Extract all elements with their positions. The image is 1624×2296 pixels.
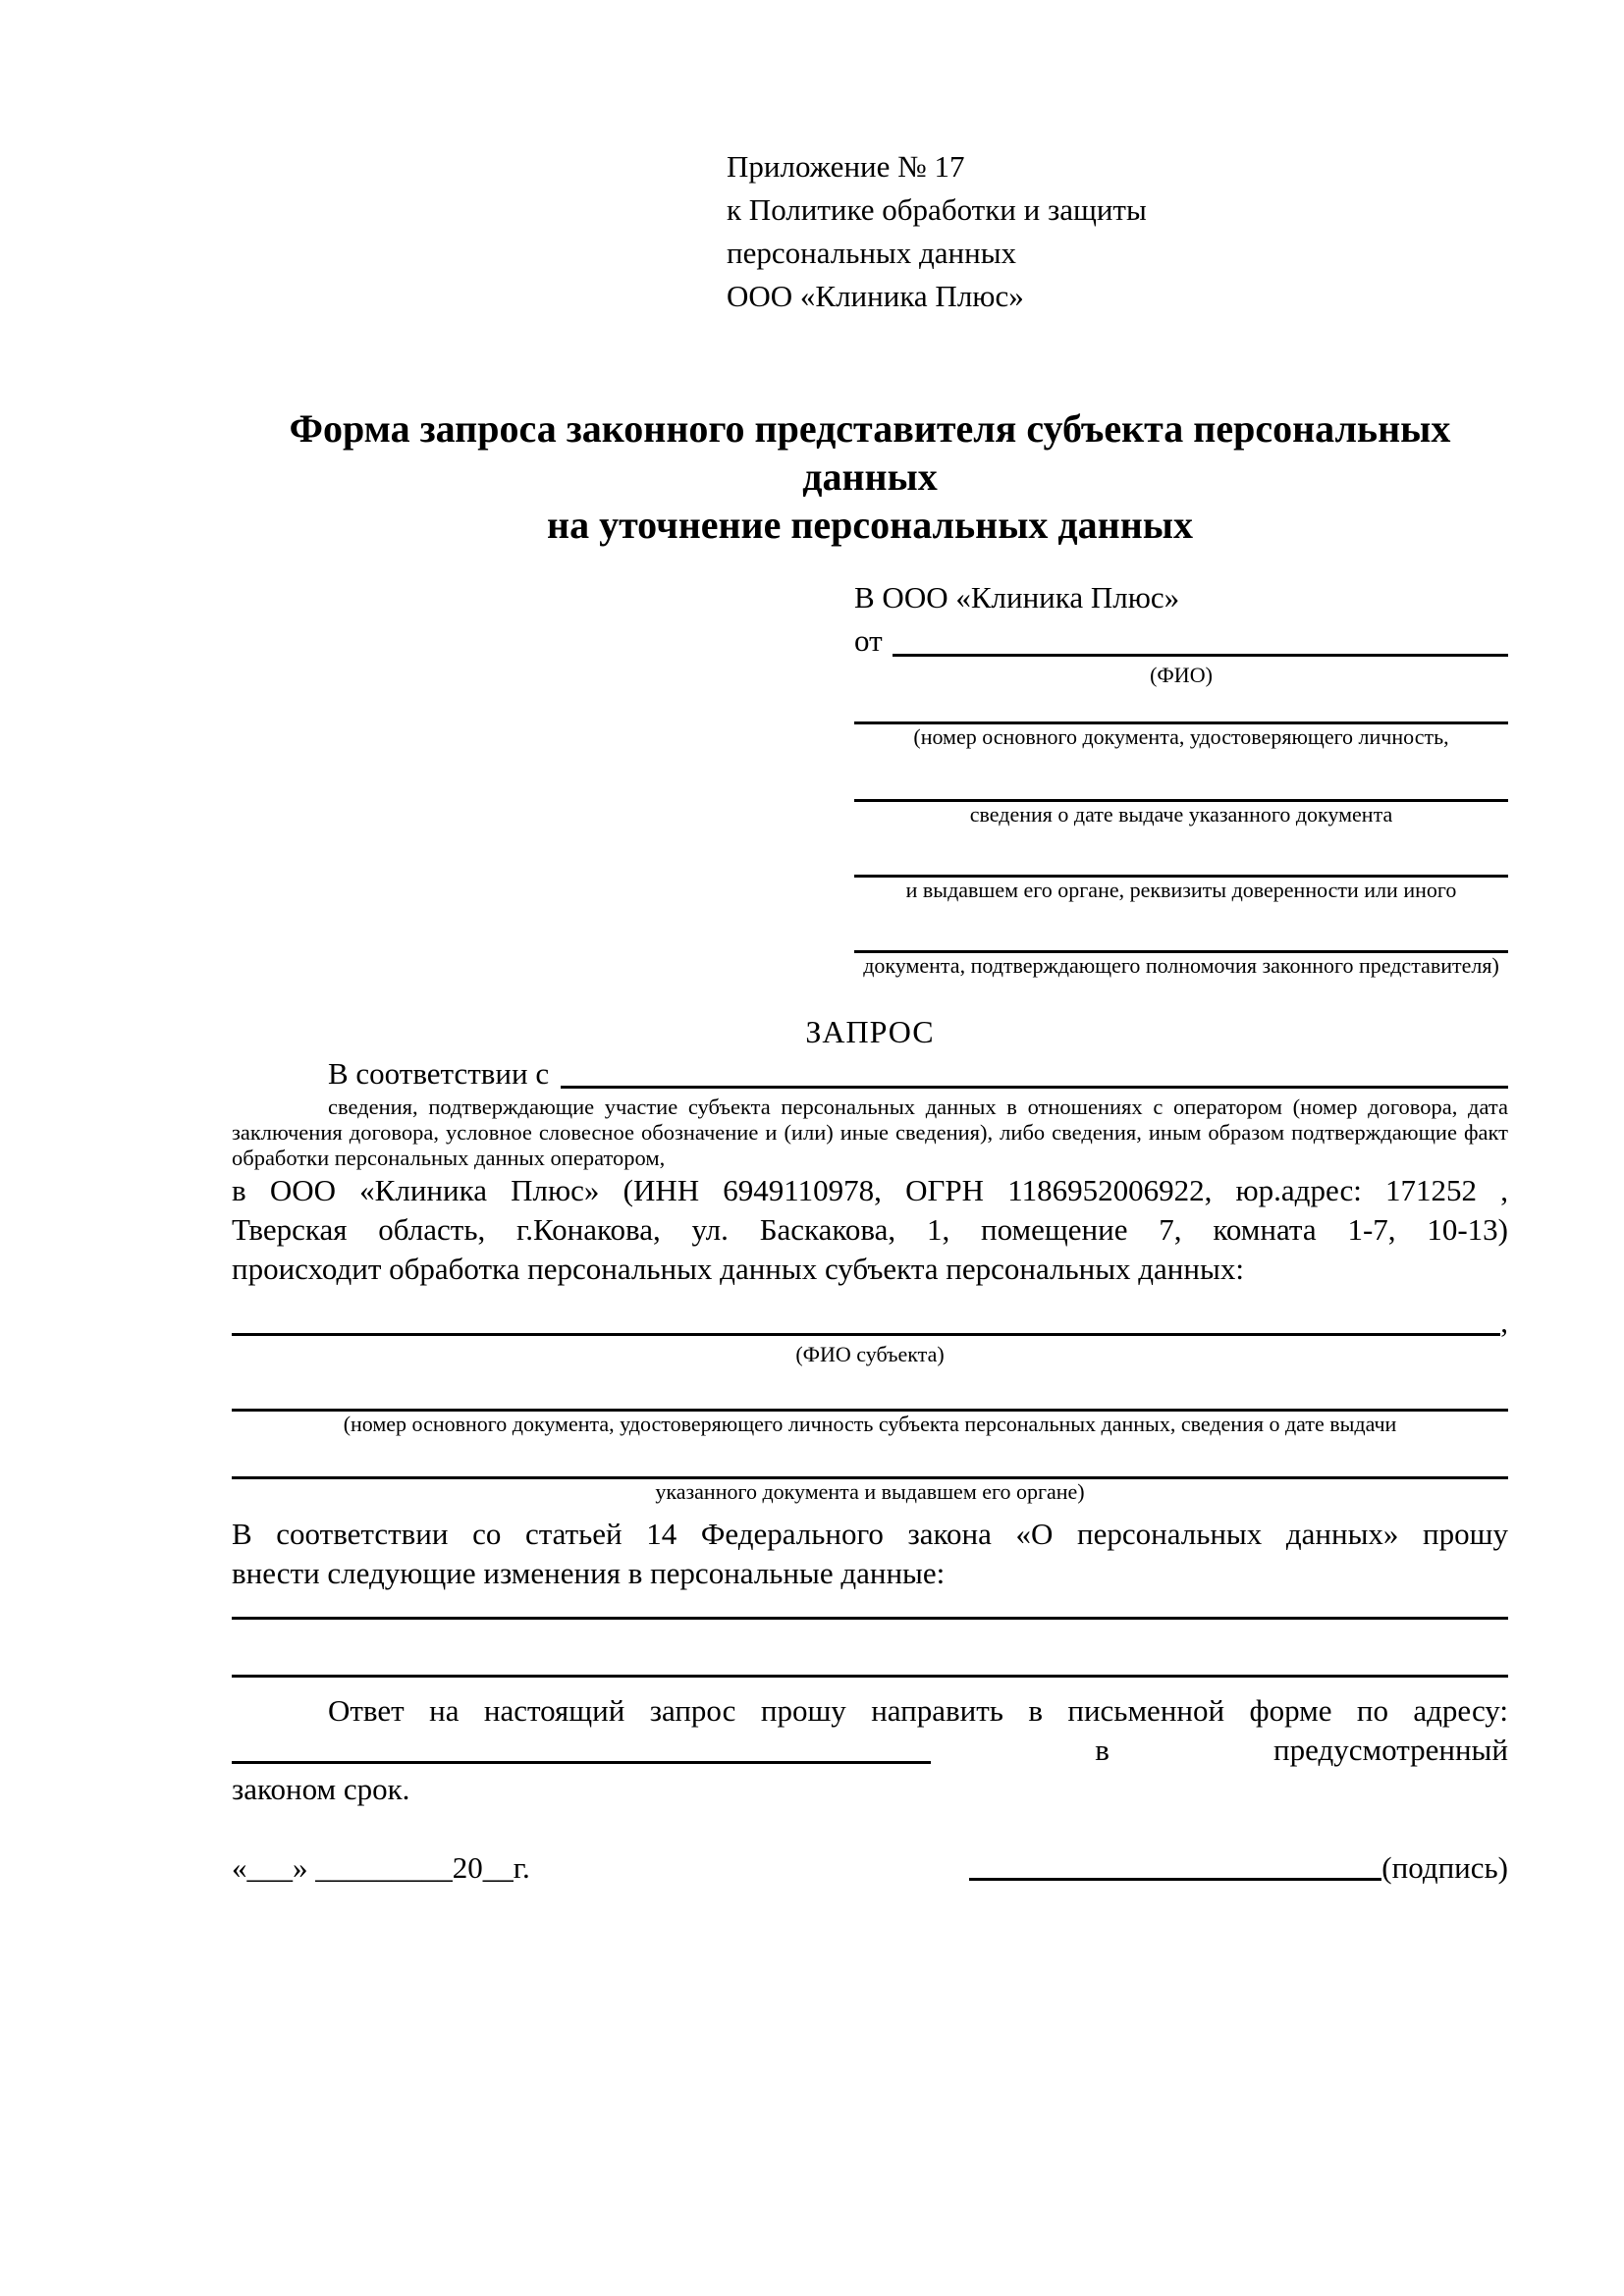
representative-doc-field-4[interactable] <box>854 903 1508 953</box>
subject-doc-field-1[interactable] <box>232 1367 1508 1412</box>
signature-caption: (подпись) <box>1381 1850 1508 1885</box>
reply-tail-word-2: предусмотренный <box>1273 1733 1508 1767</box>
subject-doc-caption-2: указанного документа и выдавшем его органе) <box>655 1479 1085 1504</box>
reply-sentence: Ответ на настоящий запрос прошу направить в письменной форме по адресу: <box>328 1693 1508 1728</box>
operator-line-2: Тверская область, г.Конакова, ул. Баскакова, 1, помещение 7, комната 1-7, 10-13) <box>232 1212 1508 1247</box>
title-line-1: Форма запроса законного представителя субъекта персональных данных <box>289 406 1451 499</box>
signature-field[interactable] <box>969 1878 1381 1881</box>
request-heading: ЗАПРОС <box>805 1014 935 1049</box>
from-row <box>854 619 1508 663</box>
document-title <box>232 404 1508 549</box>
fio-caption: (ФИО) <box>1150 663 1213 687</box>
reply-tail-word-1: в <box>1095 1733 1110 1767</box>
subject-fio-field[interactable] <box>232 1333 1500 1336</box>
date-signature-row <box>232 1848 1508 1888</box>
title-line-2: на уточнение персональных данных <box>547 503 1193 547</box>
representative-name-field[interactable] <box>893 654 1508 657</box>
changes-field-2[interactable] <box>232 1620 1508 1678</box>
annex-line: ООО «Клиника Плюс» <box>727 279 1024 313</box>
representative-doc-field-3[interactable] <box>854 828 1508 878</box>
law-line-2: внести следующие изменения в персональные данные: <box>232 1556 946 1590</box>
blank-caption-4: документа, подтверждающего полномочия законного представителя) <box>863 953 1499 978</box>
changes-field-1[interactable] <box>232 1593 1508 1620</box>
representative-doc-field-1[interactable] <box>854 688 1508 724</box>
page-content <box>0 145 1624 1888</box>
operator-line-3: происходит обработка персональных данных субъекта персональных данных: <box>232 1252 1244 1286</box>
annex-line: к Политике обработки и защиты <box>727 192 1147 227</box>
reply-address-field[interactable] <box>232 1761 931 1764</box>
annex-block <box>727 145 1508 318</box>
law-paragraph <box>232 1515 1508 1593</box>
basis-field[interactable] <box>561 1086 1508 1089</box>
reply-address-row <box>232 1731 1508 1770</box>
subject-fio-caption: (ФИО субъекта) <box>795 1342 945 1366</box>
intro-row <box>232 1053 1508 1095</box>
signature-group <box>969 1848 1508 1888</box>
from-label: от <box>854 623 883 658</box>
blank-caption-2: сведения о дате выдаче указанного документа <box>969 802 1393 827</box>
subject-fio-row <box>232 1303 1508 1342</box>
subject-fio-comma: , <box>1500 1305 1508 1339</box>
representative-doc-field-2[interactable] <box>854 750 1508 802</box>
reply-tail-rest: законом срок. <box>232 1772 410 1806</box>
addressee-organization: В ООО «Клиника Плюс» <box>854 580 1180 614</box>
subject-doc-field-2[interactable] <box>232 1437 1508 1479</box>
blank-caption-3: и выдавшем его органе, реквизиты доверенности или иного <box>905 878 1457 902</box>
intro-note: сведения, подтверждающие участие субъекта персональных данных в отношениях с оператором (номер договора, дата заключения договора, условное словесное обозначение и (или) иные сведения), либо сведения, иным образом подтверждающие факт обработки персональных данных оператором, <box>232 1095 1508 1170</box>
subject-doc-caption-1: (номер основного документа, удостоверяющего личность субъекта персональных данных, сведения о дате выдачи <box>343 1412 1397 1436</box>
operator-paragraph <box>232 1171 1508 1289</box>
annex-line: Приложение № 17 <box>727 149 965 184</box>
addressee-block <box>854 576 1508 979</box>
law-line-1: В соответствии со статьей 14 Федерального закона «О персональных данных» прошу <box>232 1517 1508 1551</box>
intro-prefix: В соответствии с <box>328 1056 550 1091</box>
operator-line-1: в ООО «Клиника Плюс» (ИНН 6949110978, ОГРН 1186952006922, юр.адрес: 171252 , <box>232 1173 1508 1207</box>
annex-line: персональных данных <box>727 236 1017 270</box>
date-field[interactable]: «___» _________20__г. <box>232 1850 530 1885</box>
blank-caption-1: (номер основного документа, удостоверяющего личность, <box>913 724 1449 749</box>
